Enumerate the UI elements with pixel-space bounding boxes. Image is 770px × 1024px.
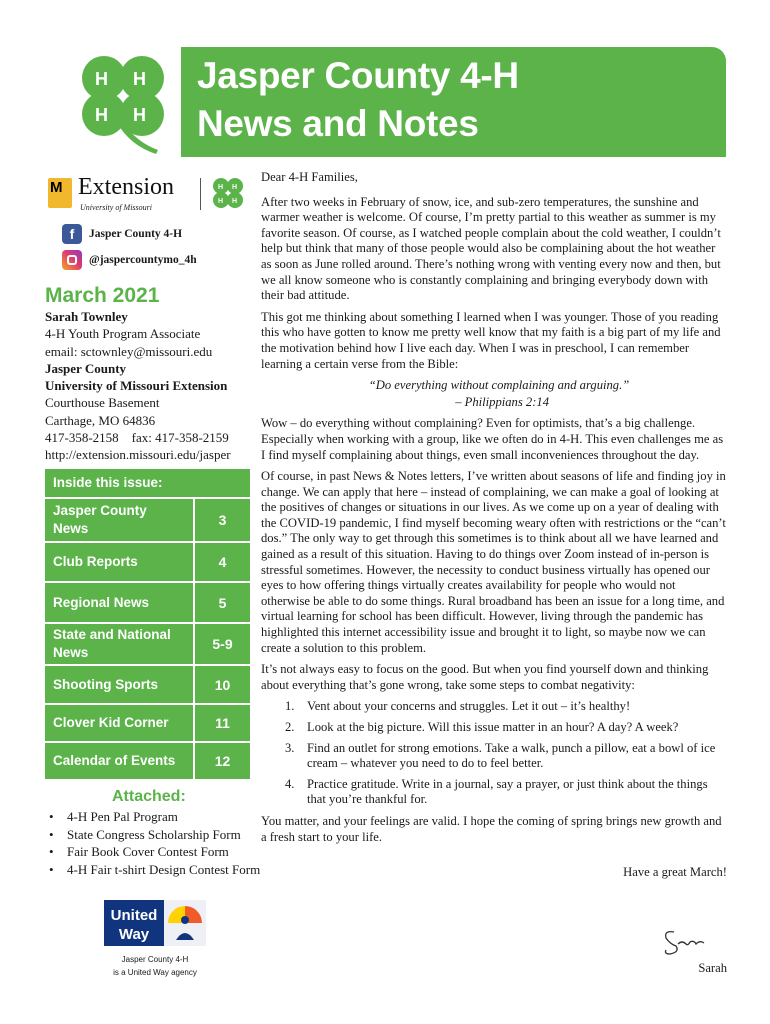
- list-item: 3. Find an outlet for strong emotions. Take a walk, punch a pillow, eat a bowl of ice cream – whatever you need to do to feel better.: [285, 740, 716, 771]
- contact-role: 4-H Youth Program Associate: [45, 326, 201, 342]
- title-line2: News and Notes: [197, 103, 479, 144]
- toc-row[interactable]: [45, 664, 250, 703]
- united-way-caption: Jasper County 4-H is a United Way agency: [113, 955, 197, 977]
- 4h-clover-logo: [66, 42, 180, 156]
- facebook-link[interactable]: [62, 224, 182, 244]
- toc-row[interactable]: [45, 622, 250, 664]
- toc-page: 10: [193, 666, 250, 703]
- toc-label: Shooting Sports: [45, 666, 193, 703]
- toc-label: Regional News: [45, 583, 193, 622]
- contact-phone: 417-358-2158 fax: 417-358-2159: [45, 430, 229, 446]
- svg-text:H: H: [232, 184, 238, 191]
- list-item: 4. Practice gratitude. Write in a journal, say a prayer, or just think about the things that you’re thankful for.: [285, 776, 708, 807]
- list-item: 2. Look at the big picture. Will this issue matter in an hour? A day? A week?: [285, 720, 679, 734]
- svg-text:United: United: [110, 907, 158, 924]
- title-line1: Jasper County 4-H: [197, 55, 519, 96]
- svg-text:H: H: [95, 105, 108, 125]
- letter-body: [261, 170, 727, 887]
- instagram-icon: [62, 250, 82, 270]
- toc-label: Calendar of Events: [45, 743, 193, 779]
- list-item: 1. Vent about your concerns and struggles. Let it out – it’s healthy!: [285, 699, 631, 714]
- toc-row[interactable]: [45, 703, 250, 741]
- contact-email[interactable]: email: sctownley@missouri.edu: [45, 343, 213, 359]
- svg-text:H: H: [218, 184, 224, 191]
- steps-list: [281, 699, 727, 808]
- letter-paragraph: This got me thinking about something I learned when I was younger. Those of you reading this who have gotten to know me pretty well know that my faith is a big part of my life and the motivation behind how I live each day. When I was in preschool, I can remember learning a certain verse from the Bible:: [261, 309, 721, 371]
- instagram-label: @jaspercountymo_4h: [89, 254, 197, 266]
- toc-label: Jasper County News: [45, 499, 193, 541]
- mu-icon: M: [48, 178, 72, 208]
- issue-month: March 2021: [45, 284, 160, 307]
- attached-title: Attached:: [112, 788, 186, 805]
- toc-page: 4: [193, 543, 250, 581]
- toc-page: 3: [193, 499, 250, 541]
- signature-image: [660, 926, 710, 958]
- list-item: • State Congress Scholarship Form: [47, 826, 262, 844]
- svg-text:H: H: [133, 69, 146, 89]
- svg-text:Way: Way: [118, 926, 150, 943]
- letter-paragraph: It’s not always easy to focus on the good. But when you find yourself down and thinking about everything that’s gone wrong, take some steps to combat negativity:: [261, 662, 709, 692]
- facebook-label: Jasper County 4-H: [89, 228, 183, 240]
- inside-heading: Inside this issue:: [45, 469, 250, 497]
- letter-greeting: Dear 4-H Families,: [261, 170, 358, 184]
- letter-signoff: Have a great March!: [623, 865, 727, 880]
- small-clover-icon: [208, 174, 248, 214]
- toc-row[interactable]: [45, 541, 250, 581]
- toc-label: Club Reports: [45, 543, 193, 581]
- bible-quote: “Do everything without complaining and arguing.”: [368, 378, 630, 393]
- letter-paragraph: Of course, in past News & Notes letters, I’ve written about seasons of life and finding joy in change. We can apply that here – instead of complaining, we can make a goal of looking at the positives of changes or situations in our lives. As we come up on a year of dealing with the COVID-19 pandemic, I find myself becoming weary often with restrictions or the “can’t dos.” The only way to get through this sometimes is to think about all we have learned and gained as a result of this situation. Having to do things over Zoom instead of in-person is stressful sometimes. However, the necessity to conduct business virtually has opened our eyes to how offering things virtually creates availability for people who would not otherwise be able to do some things. Rural broadband has been an issue for a long time, and virtual learning for school has been difficult. However, living through the pandemic has highlighted this internet accessibility issue and brought it to light, so maybe now we can create a solution to this problem.: [261, 469, 726, 655]
- letter-paragraph: Wow – do everything without complaining? Even for optimists, that’s a big challenge. Especially when working with a group, like we often do in 4-H. This even challenges me as I find myself complaining about things, even small inconveniences throughout the day.: [261, 416, 724, 462]
- header-banner: [181, 47, 726, 157]
- list-item: • Fair Book Cover Contest Form: [47, 843, 262, 861]
- extension-logo: [48, 174, 254, 218]
- toc-label: State and National News: [45, 624, 193, 664]
- extension-word: Extension: [78, 174, 174, 200]
- toc-page: 11: [193, 705, 250, 741]
- extension-subtitle: University of Missouri: [80, 203, 152, 212]
- toc-row[interactable]: [45, 581, 250, 622]
- svg-text:H: H: [95, 69, 108, 89]
- toc-label: Clover Kid Corner: [45, 705, 193, 741]
- svg-text:H: H: [218, 198, 224, 205]
- united-way-logo: [104, 900, 206, 946]
- toc-page: 5-9: [193, 624, 250, 664]
- contact-org: University of Missouri Extension: [45, 378, 228, 394]
- inside-this-issue: [45, 469, 250, 779]
- contact-name: Sarah Townley: [45, 309, 128, 324]
- logo-divider: [200, 178, 201, 210]
- toc-page: 12: [193, 743, 250, 779]
- quote-citation: – Philippians 2:14: [455, 394, 549, 409]
- letter-paragraph: You matter, and your feelings are valid. I hope the coming of spring brings new growth and a fresh start to your life.: [261, 813, 722, 844]
- svg-text:H: H: [232, 198, 238, 205]
- list-item: • 4-H Fair t-shirt Design Contest Form: [47, 861, 262, 879]
- attached-list: [47, 808, 262, 878]
- toc-page: 5: [193, 583, 250, 622]
- signature-name: Sarah: [698, 961, 727, 975]
- toc-row[interactable]: [45, 497, 250, 541]
- letter-paragraph: After two weeks in February of snow, ice, and sub-zero temperatures, the sunshine and warmer weather is welcome. Of course, I’m pretty partial to this weather as summer is my favorite season. Of course, as I watched people complain about the cold weather, I couldn’t help but think that many of those people would also be complaining about the hot weather as soon as June rolled around. There’s nothing wrong with venting every now and then, but we all know someone who is constantly complaining and bringing everybody down with their bad attitude.: [261, 194, 721, 303]
- list-item: • 4-H Pen Pal Program: [47, 808, 262, 826]
- contact-county: Jasper County: [45, 360, 127, 376]
- instagram-link[interactable]: [62, 250, 197, 270]
- contact-address1: Courthouse Basement: [45, 395, 160, 411]
- svg-text:H: H: [133, 105, 146, 125]
- toc-row[interactable]: [45, 741, 250, 779]
- facebook-icon: f: [62, 224, 82, 244]
- contact-address2: Carthage, MO 64836: [45, 412, 156, 428]
- contact-info: [45, 308, 260, 464]
- contact-website[interactable]: http://extension.missouri.edu/jasper: [45, 447, 231, 463]
